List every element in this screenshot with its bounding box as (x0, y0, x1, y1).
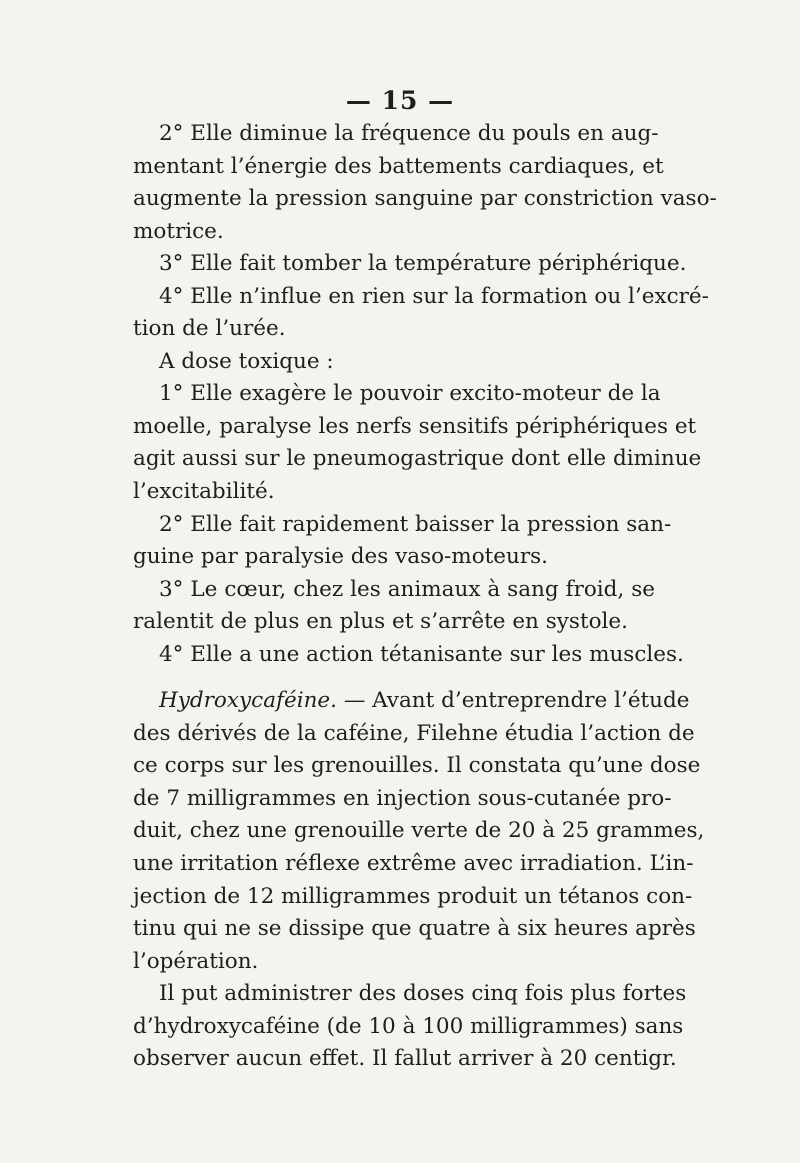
line-text: 2° Elle diminue la fréquence du pouls en aug- (159, 121, 659, 146)
line-text: moelle, paralyse les nerfs sensitifs périphériques et (133, 413, 697, 439)
text-line (133, 639, 684, 672)
line-text: A dose toxique : (159, 348, 334, 374)
text-line (133, 978, 687, 1011)
line-text: agit aussi sur le pneumogastrique dont elle diminue (133, 446, 702, 472)
line-text: 4° Elle n’influe en rien sur la formation ou l’excré- (159, 283, 709, 309)
line-text: guine par paralysie des vaso-moteurs. (133, 544, 548, 570)
line-text: tinu qui ne se dissipe que quatre à six heures après (133, 916, 696, 942)
line-text: — Avant d’entreprendre l’étude (336, 688, 690, 714)
text-line (133, 216, 655, 249)
text-line (133, 151, 664, 184)
text-line (133, 1043, 677, 1076)
section-heading: Hydroxycaféine. (159, 688, 337, 714)
line-text: d’hydroxycaféine (de 10 à 100 milligrammes) sans (133, 1013, 684, 1039)
text-line (133, 881, 693, 914)
line-text: 3° Elle fait tomber la température périphérique. (159, 251, 687, 277)
text-line (133, 443, 702, 476)
line-text: 1° Elle exagère le pouvoir excito-moteur de la (159, 381, 661, 407)
text-line (133, 183, 717, 216)
line-text: motrice. (133, 218, 224, 244)
text-line (133, 411, 697, 444)
page-number: — 15 — (345, 86, 455, 115)
line-text: observer aucun effet. Il fallut arriver à 20 centigr. (133, 1046, 677, 1072)
text-line (133, 685, 690, 718)
line-text: tion de l’urée. (133, 316, 286, 342)
text-line (133, 574, 655, 607)
line-text: 3° Le cœur, chez les animaux à sang froid, se (159, 576, 655, 602)
line-text: une irritation réflexe extrême avec irradiation. L’in- (133, 851, 694, 877)
line-text: 2° Elle fait rapidement baisser la pression san- (159, 511, 672, 537)
text-line (133, 118, 659, 151)
line-text: jection de 12 milligrammes produit un tétanos con- (133, 883, 693, 909)
text-line (133, 248, 687, 281)
line-text: des dérivés de la caféine, Filehne étudia l’action de (133, 720, 695, 746)
text-line (133, 718, 695, 751)
line-text: 4° Elle a une action tétanisante sur les muscles. (159, 641, 684, 667)
line-text: ce corps sur les grenouilles. Il constata qu’une dose (133, 753, 701, 779)
line-text: l’excitabilité. (133, 479, 275, 505)
line-text: de 7 milligrammes en injection sous-cutanée pro- (133, 785, 672, 811)
text-line (133, 815, 705, 848)
line-text: mentant l’énergie des battements cardiaques, et (133, 153, 664, 179)
text-line (133, 946, 655, 979)
text-line (133, 313, 655, 346)
text-line (133, 913, 696, 946)
text-line (133, 848, 694, 881)
text-line (133, 476, 655, 509)
text-line (133, 281, 709, 314)
body-text (133, 118, 717, 1076)
text-line (133, 509, 672, 542)
text-line (133, 783, 672, 816)
line-text: Il put administrer des doses cinq fois plus fortes (159, 981, 687, 1007)
line-text: augmente la pression sanguine par constriction vaso- (133, 186, 717, 212)
line-text: l’opération. (133, 948, 259, 974)
text-line (133, 750, 701, 783)
text-line (133, 346, 655, 379)
text-line (133, 606, 655, 639)
text-line (133, 541, 655, 574)
text-line (133, 1011, 684, 1044)
line-text: ralentit de plus en plus et s’arrête en systole. (133, 609, 628, 635)
line-text: duit, chez une grenouille verte de 20 à 25 grammes, (133, 818, 705, 844)
text-line (133, 378, 661, 411)
